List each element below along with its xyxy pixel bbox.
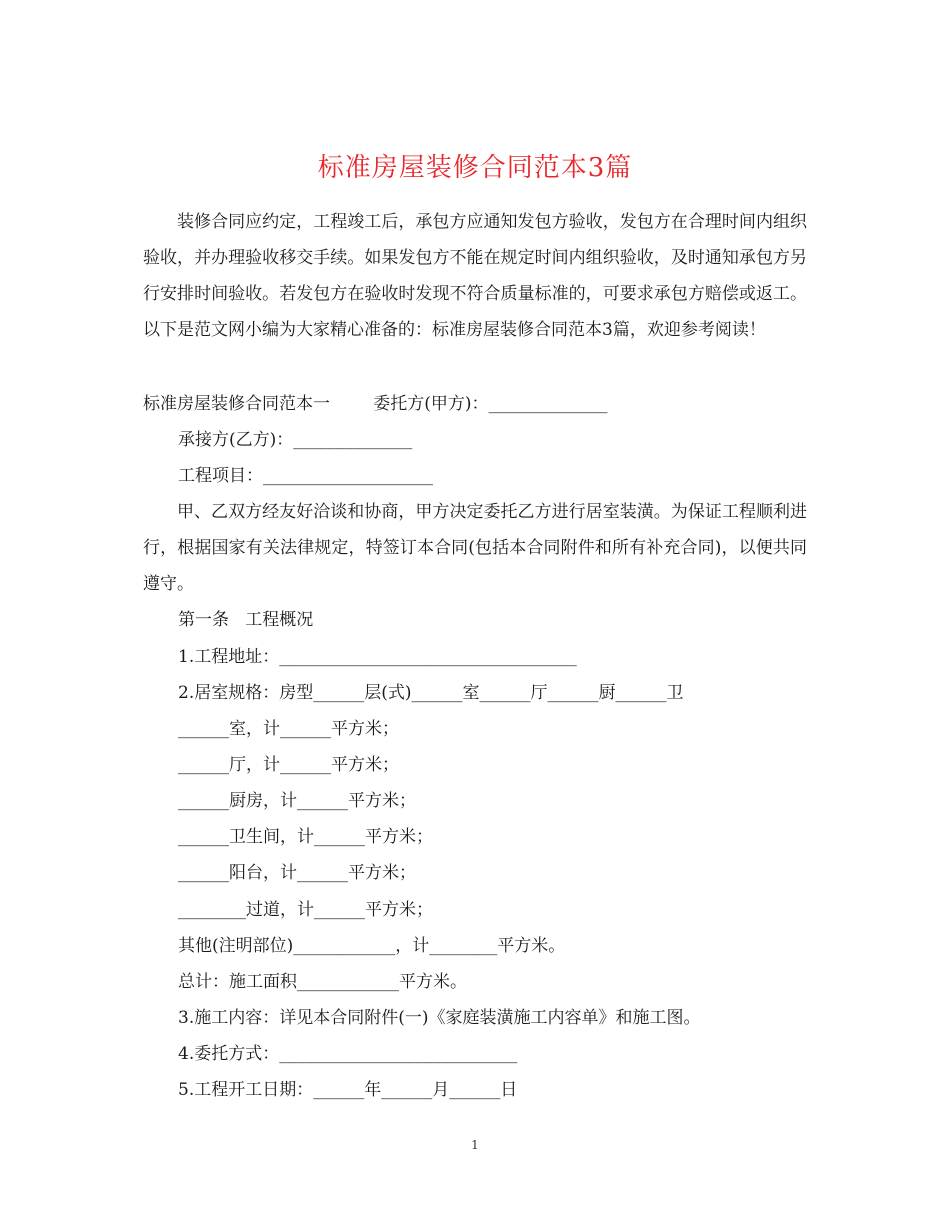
room-line-bathroom: ______卫生间，计______平方米； [178,827,433,847]
page-number: 1 [471,1138,479,1152]
section-heading-line: 标准房屋装修合同范本一 委托方(甲方)：______________ [143,394,608,414]
room-line-other: 其他(注明部位)____________，计________平方米。 [178,936,566,956]
article-heading: 第一条 工程概况 [178,610,314,630]
room-line-bedroom: ______室，计______平方米； [178,719,399,739]
party-b-line: 承接方(乙方)：______________ [178,430,413,450]
item-room-spec: 2.居室规格：房型______层(式)______室______厅______厨______卫 [178,683,684,703]
item-start-date: 5.工程开工日期：______年______月______日 [178,1080,518,1100]
intro-paragraph: 装修合同应约定，工程竣工后，承包方应通知发包方验收，发包方在合理时间内组织验收，并办理验收移交手续。如果发包方不能在规定时间内组织验收，及时通知承包方另行安排时间验收。若发包方在验收时发现不符合质量标准的，可要求承包方赔偿或返工。以下是范文网小编为大家精心准备的：标准房屋装修合同范本3篇，欢迎参考阅读！ [143,212,807,340]
document-title: 标准房屋装修合同范本3篇 [317,153,633,184]
item-address: 1.工程地址：___________________________________ [178,647,577,667]
room-line-corridor: ________过道，计______平方米； [178,900,433,920]
project-line: 工程项目：____________________ [178,466,433,486]
total-area-line: 总计：施工面积____________平方米。 [178,972,467,992]
room-line-kitchen: ______厨房，计______平方米； [178,791,416,811]
room-line-balcony: ______阳台，计______平方米； [178,863,416,883]
item-construction-content: 3.施工内容：详见本合同附件(一)《家庭装潢施工内容单》和施工图。 [178,1008,701,1028]
item-commission-method: 4.委托方式：____________________________ [178,1044,518,1064]
agreement-paragraph: 甲、乙双方经友好洽谈和协商，甲方决定委托乙方进行居室装潢。为保证工程顺利进行，根据国家有关法律规定，特签订本合同(包括本合同附件和所有补充合同)，以便共同遵守。 [143,502,807,594]
room-line-hall: ______厅，计______平方米； [178,755,399,775]
